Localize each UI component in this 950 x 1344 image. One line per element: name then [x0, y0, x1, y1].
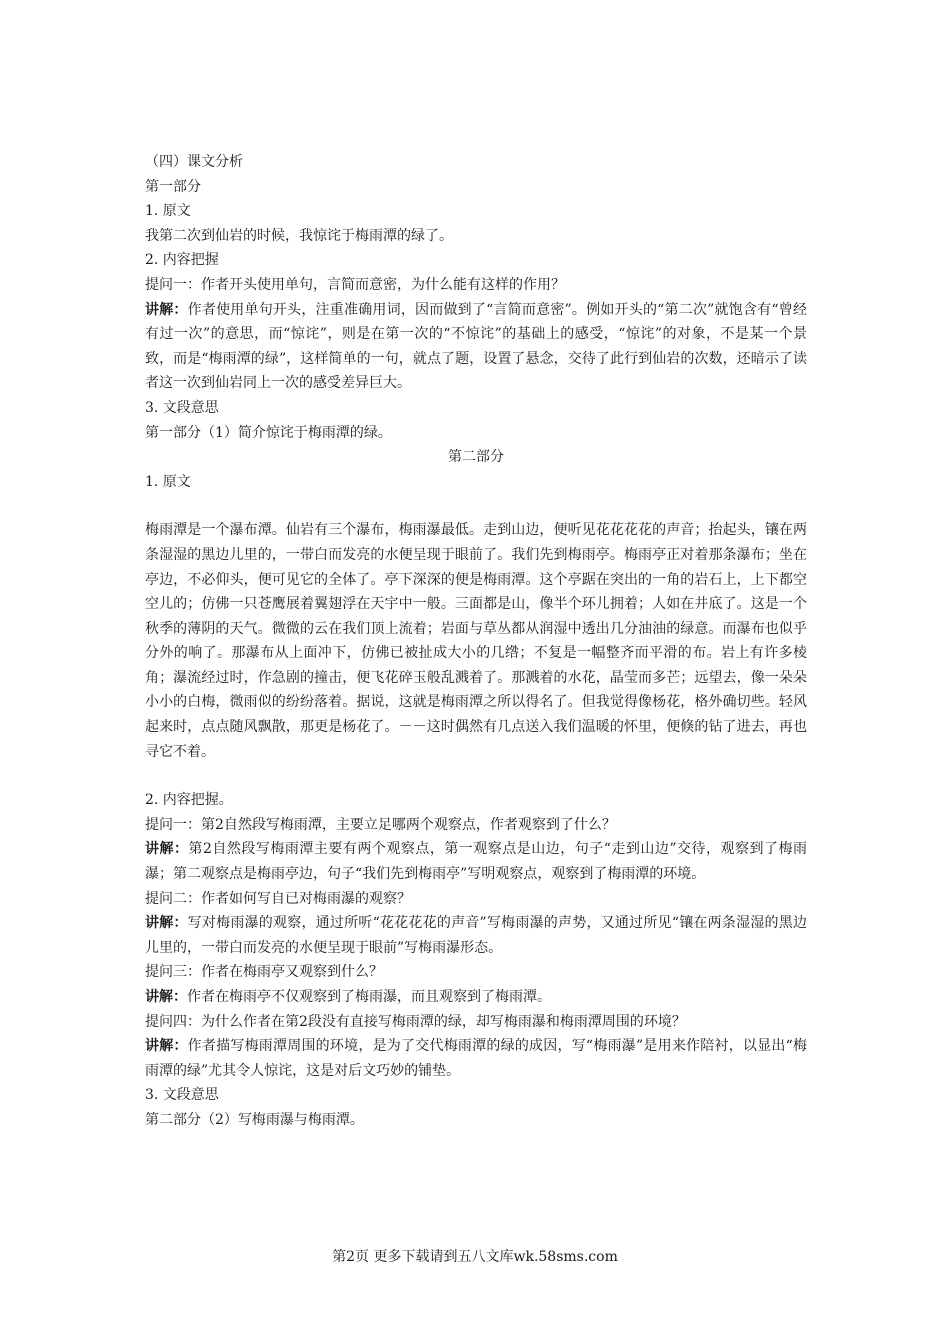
answer-label: 讲解：	[145, 1038, 188, 1055]
page-footer: 第2页 更多下载请到五八文库wk.58sms.com	[332, 1249, 618, 1265]
part2-answer-3	[145, 985, 807, 1010]
part1-meaning-heading: 3. 文段意思	[145, 399, 219, 416]
answer-label: 讲解：	[145, 915, 188, 932]
part2-heading: 第二部分	[448, 449, 504, 466]
part1-answer-1	[145, 298, 807, 396]
part2-original-heading: 1. 原文	[145, 473, 191, 490]
answer-text: 作者在梅雨亭不仅观察到了梅雨瀑，而且观察到了梅雨潭。	[187, 989, 551, 1005]
part2-answer-4	[145, 1034, 807, 1083]
part2-question-3: 提问三：作者在梅雨亭又观察到什么？	[145, 964, 383, 981]
part2-question-4: 提问四：为什么作者在第2段没有直接写梅雨潭的绿，却写梅雨瀑和梅雨潭周围的环境？	[145, 1013, 686, 1030]
part2-meaning-text: 第二部分（2）写梅雨瀑与梅雨潭。	[145, 1111, 364, 1128]
answer-label: 讲解：	[145, 989, 187, 1005]
part1-grasp-heading: 2. 内容把握	[145, 252, 219, 269]
answer-text: 第2自然段写梅雨潭主要有两个观察点，第一观察点是山边，句子“走到山边”交待，观察到了梅雨瀑；第二观察点是梅雨亭边，句子“我们先到梅雨亭”写明观察点，观察到了梅雨潭的环境。	[145, 841, 808, 883]
part2-question-2: 提问二：作者如何写自已对梅雨瀑的观察？	[145, 890, 411, 907]
part1-original-heading: 1. 原文	[145, 203, 191, 220]
answer-label: 讲解：	[145, 301, 188, 318]
part1-meaning-text: 第一部分（1）简介惊诧于梅雨潭的绿。	[145, 424, 392, 441]
answer-text: 作者使用单句开头，注重准确用词，因而做到了“言简而意密”。例如开头的“第二次”就饱含有“曾经有过一次”的意思，而“惊诧”，则是在第一次的“不惊诧”的基础上的感受，“惊诧”的对象，不是某一个景致，而是“梅雨潭的绿”，这样简单的一句，就点了题，设置了悬念，交待了此行到仙岩的次数，还暗示了读者这一次到仙岩同上一次的感受差异巨大。	[145, 301, 807, 392]
part2-grasp-heading: 2. 内容把握。	[145, 792, 233, 809]
part2-answer-1	[145, 837, 807, 886]
answer-text: 写对梅雨瀑的观察，通过所听“花花花花的声音”写梅雨瀑的声势，又通过所见“镶在两条湿湿的黑边儿里的，一带白而发亮的水便呈现于眼前”写梅雨瀑形态。	[145, 915, 807, 956]
section-title: （四）课文分析	[145, 154, 243, 170]
part1-question-1: 提问一：作者开头使用单句，言简而意密，为什么能有这样的作用？	[145, 276, 565, 293]
answer-label: 讲解：	[145, 841, 189, 858]
part2-question-1: 提问一：第2自然段写梅雨潭，主要立足哪两个观察点，作者观察到了什么？	[145, 816, 616, 833]
part2-meaning-heading: 3. 文段意思	[145, 1087, 219, 1104]
part1-heading: 第一部分	[145, 178, 201, 195]
answer-text: 作者描写梅雨潭周围的环境，是为了交代梅雨潭的绿的成因，写“梅雨瀑”是用来作陪衬，以显出“梅雨潭的绿”尤其令人惊诧，这是对后文巧妙的铺垫。	[145, 1038, 807, 1079]
document-body	[145, 150, 807, 1133]
part2-original-text: 梅雨潭是一个瀑布潭。仙岩有三个瀑布，梅雨瀑最低。走到山边，便听见花花花花的声音；抬起头，镶在两条湿湿的黑边儿里的，一带白而发亮的水便呈现于眼前了。我们先到梅雨亭。梅雨亭正对着那条瀑布；坐在亭边，不必仰头，便可见它的全体了。亭下深深的便是梅雨潭。这个亭踞在突出的一角的岩石上，上下都空空儿的；仿佛一只苍鹰展着翼翅浮在天宇中一般。三面都是山，像半个环儿拥着；人如在井底了。这是一个秋季的薄阴的天气。微微的云在我们顶上流着；岩面与草丛都从润湿中透出几分油油的绿意。而瀑布也似乎分外的响了。那瀑布从上面冲下，仿佛已被扯成大小的几绺；不复是一幅整齐而平滑的布。岩上有许多棱角；瀑流经过时，作急剧的撞击，便飞花碎玉般乱溅着了。那溅着的水花，晶莹而多芒；远望去，像一朵朵小小的白梅，微雨似的纷纷落着。据说，这就是梅雨潭之所以得名了。但我觉得像杨花，格外确切些。轻风起来时，点点随风飘散，那更是杨花了。－－这时偶然有几点送入我们温暖的怀里，便倏的钻了进去，再也寻它不着。	[145, 522, 807, 760]
part1-original-text: 我第二次到仙岩的时候，我惊诧于梅雨潭的绿了。	[145, 227, 453, 244]
part2-answer-2	[145, 911, 807, 960]
